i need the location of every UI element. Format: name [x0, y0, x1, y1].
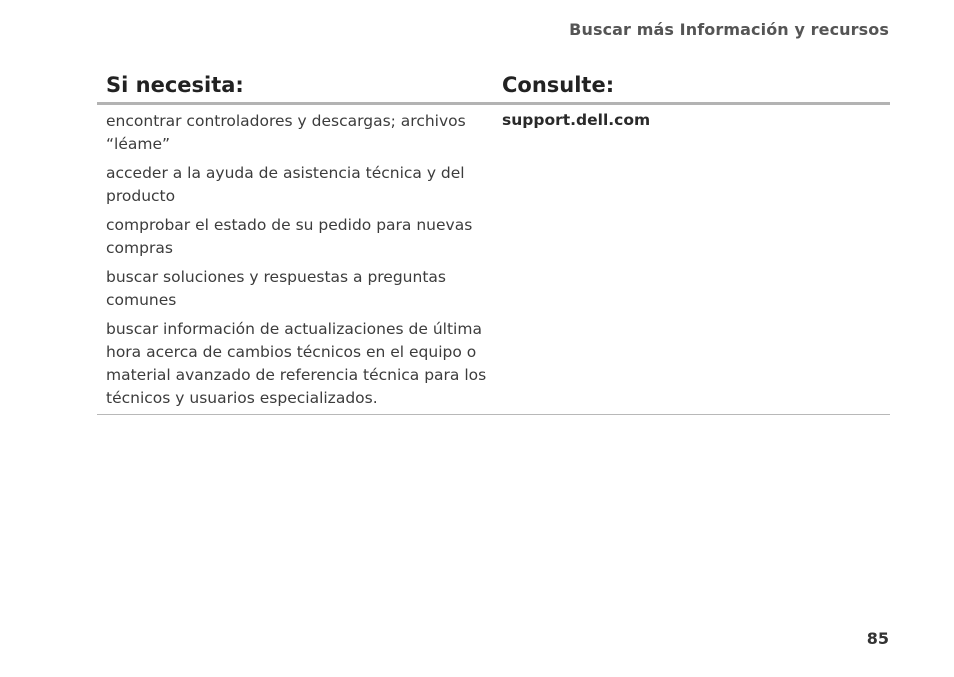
list-item-order-status: comprobar el estado de su pedido para nuevas compras: [106, 216, 473, 257]
running-header: Buscar más Información y recursos: [569, 20, 889, 39]
list-item-technical-support: acceder a la ayuda de asistencia técnica y del producto: [106, 164, 465, 205]
table-header-row: [97, 72, 890, 105]
list-item-faq-solutions: buscar soluciones y respuestas a preguntas comunes: [106, 268, 446, 309]
table-body: [97, 105, 890, 415]
info-resource-table: [97, 72, 890, 415]
page-number: 85: [866, 629, 889, 648]
support-website-link[interactable]: support.dell.com: [502, 111, 651, 129]
column-heading-needs: Si necesita:: [106, 73, 244, 97]
list-item-latest-updates: buscar información de actualizaciones de última hora acerca de cambios técnicos en el equipo o material avanzado de referencia técnica para los técnicos y usuarios especializados.: [106, 320, 487, 407]
list-item-drivers-downloads: encontrar controladores y descargas; archivos “léame”: [106, 112, 466, 153]
column-heading-consult: Consulte:: [502, 73, 615, 97]
needs-list: [106, 110, 491, 410]
